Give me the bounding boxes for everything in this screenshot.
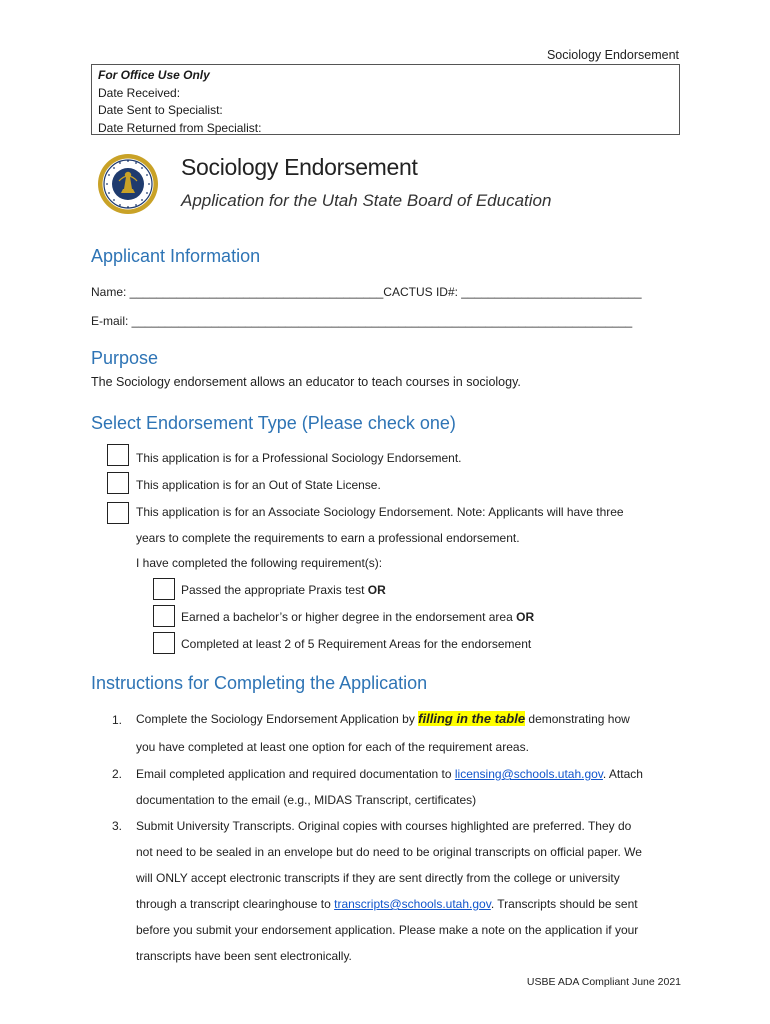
endorsement-type-heading: Select Endorsement Type (Please check one): [91, 413, 456, 433]
highlighted-text: filling in the table: [418, 711, 526, 726]
date-returned-label: Date Returned from Specialist:: [98, 120, 262, 135]
date-sent-label: Date Sent to Specialist:: [98, 103, 223, 117]
professional-endorsement-label: This application is for a Professional Sociology Endorsement.: [136, 451, 462, 465]
applicant-information-heading: Applicant Information: [91, 246, 261, 266]
purpose-heading: Purpose: [91, 348, 159, 368]
associate-endorsement-note: years to complete the requirements to earn a professional endorsement.: [136, 531, 520, 545]
date-received-label: Date Received:: [98, 85, 181, 100]
requirement-areas-label: Completed at least 2 of 5 Requirement Areas for the endorsement: [181, 637, 532, 651]
out-of-state-checkbox[interactable]: [107, 472, 129, 494]
name-cactus-field-line[interactable]: Name: ______________________________________CACTUS ID#: ___________________________: [91, 285, 642, 299]
out-of-state-label: This application is for an Out of State License.: [136, 478, 381, 492]
degree-label: Earned a bachelor’s or higher degree in the endorsement area OR: [181, 610, 535, 624]
list-number: 1.: [112, 713, 123, 727]
instruction-2-line-2: documentation to the email (e.g., MIDAS Transcript, certificates): [136, 793, 477, 807]
instruction-3-line-4: through a transcript clearinghouse to transcripts@schools.utah.gov. Transcripts should be sent: [136, 897, 638, 911]
instruction-1-line-2: you have completed at least one option for each of the requirement areas.: [136, 740, 529, 754]
instructions-heading: Instructions for Completing the Application: [91, 673, 428, 693]
document-title: Sociology Endorsement: [181, 154, 418, 180]
instruction-1-line-1: Complete the Sociology Endorsement Application by filling in the table demonstrating how: [136, 711, 630, 726]
transcripts-email-link[interactable]: transcripts@schools.utah.gov: [334, 897, 491, 911]
instruction-3-line-3: will ONLY accept electronic transcripts if they are sent directly from the college or university: [136, 871, 620, 885]
document-subtitle: Application for the Utah State Board of Education: [181, 191, 552, 210]
associate-endorsement-checkbox[interactable]: [107, 502, 129, 524]
office-use-title: For Office Use Only: [98, 68, 210, 82]
licensing-email-link[interactable]: licensing@schools.utah.gov: [454, 767, 603, 781]
instruction-3-line-5: before you submit your endorsement application. Please make a note on the application if your: [136, 923, 639, 937]
requirements-intro: I have completed the following requirement(s):: [136, 556, 383, 570]
instruction-3-line-2: not need to be sealed in an envelope but do need to be original transcripts on official paper. We: [136, 845, 642, 859]
praxis-label: Passed the appropriate Praxis test OR: [181, 583, 386, 597]
associate-endorsement-label: This application is for an Associate Sociology Endorsement. Note: Applicants will have three: [136, 505, 624, 519]
instruction-3-line-1: Submit University Transcripts. Original copies with courses highlighted are preferred. They do: [136, 819, 632, 833]
office-use-box: [91, 64, 680, 135]
requirement-areas-checkbox[interactable]: [153, 632, 175, 654]
footer-compliance: USBE ADA Compliant June 2021: [526, 976, 681, 988]
list-number: 2.: [112, 767, 123, 781]
instruction-2-line-1: Email completed application and required documentation to licensing@schools.utah.gov. Attach: [136, 767, 643, 781]
email-field-line[interactable]: E-mail: ___________________________________________________________________________: [91, 314, 633, 328]
degree-checkbox[interactable]: [153, 605, 175, 627]
list-number: 3.: [112, 819, 123, 833]
instruction-3-line-6: transcripts have been sent electronically.: [136, 949, 352, 963]
state-board-seal-icon: [97, 153, 159, 215]
professional-endorsement-checkbox[interactable]: [107, 444, 129, 466]
praxis-checkbox[interactable]: [153, 578, 175, 600]
running-header: Sociology Endorsement: [546, 48, 679, 62]
purpose-text: The Sociology endorsement allows an educator to teach courses in sociology.: [91, 375, 521, 389]
